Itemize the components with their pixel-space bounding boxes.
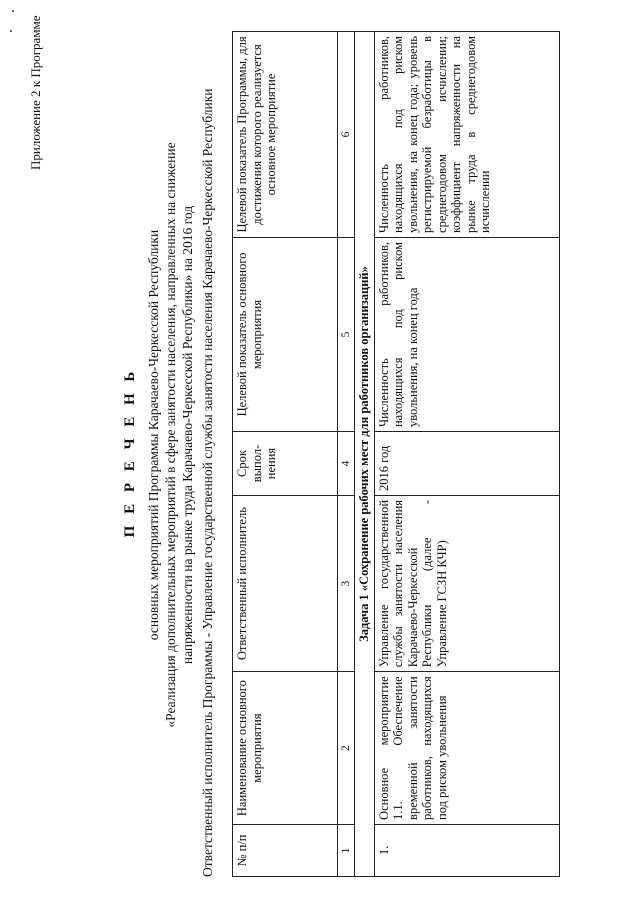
header-term: Срок выпол-нения (233, 432, 338, 496)
subtitle-line-2: «Реализация дополнительных мероприятий в сфере занятости населения, направленных на снижение (163, 142, 178, 728)
measures-table (232, 31, 560, 877)
table-header-row (233, 32, 338, 877)
row-term: 2016 год (374, 432, 559, 496)
header-measure-name: Наименование основного мероприятия (233, 672, 338, 825)
row-number: 1. (374, 824, 559, 876)
task-title: Задача 1 «Сохранение рабочих мест для работников организаций» (355, 32, 375, 877)
subtitle-line-3: напряженности на рынке труда Карачаево-Черкесской Республики» на 2016 год (180, 205, 195, 665)
subtitle-line-1: основных мероприятий Программы Карачаево-Черкесской Республики (146, 229, 161, 641)
row-indicator: Численность работников, находящихся под риском увольнения, на конец года (374, 237, 559, 431)
column-number: 6 (338, 32, 355, 238)
task-row (355, 32, 375, 877)
header-indicator: Целевой показатель основного мероприятия (233, 237, 338, 431)
header-executor: Ответственный исполнитель (233, 495, 338, 671)
scan-speck (12, 10, 14, 12)
responsible-executor-line: Ответственный исполнитель Программы - Управление государственной службы занятости населения Карачаево-Черкесской Республики (200, 88, 215, 877)
column-number: 5 (338, 237, 355, 431)
column-number: 3 (338, 495, 355, 671)
column-number: 2 (338, 672, 355, 825)
document-title: П Е Р Е Ч Е Н Ь (122, 367, 138, 538)
scan-speck (10, 30, 12, 32)
row-executor: Управление государственной службы занятости населения Карачаево-Черкесской Республики (далее - Управление ГСЗН КЧР) (374, 495, 559, 671)
column-number-row (338, 32, 355, 877)
row-measure-name: Основное мероприятие 1.1. Обеспечение временной занятости работников, находящихся под риском увольнения (374, 672, 559, 825)
row-program-indicator: Численность работников, находящихся под риском увольнения, на конец года; уровень регистрируемой безработицы в среднегодовом исчислении; коэффициент напряженности на рынке труда в среднегодовом исчислении (374, 32, 559, 238)
column-number: 1 (338, 824, 355, 876)
column-number: 4 (338, 432, 355, 496)
header-number: № п/п (233, 824, 338, 876)
appendix-label: Приложение 2 к Программе (28, 15, 43, 170)
header-program-indicator: Целевой показатель Программы, для достижения которого реализуется основное мероприятие (233, 32, 338, 238)
table-row (374, 32, 559, 877)
